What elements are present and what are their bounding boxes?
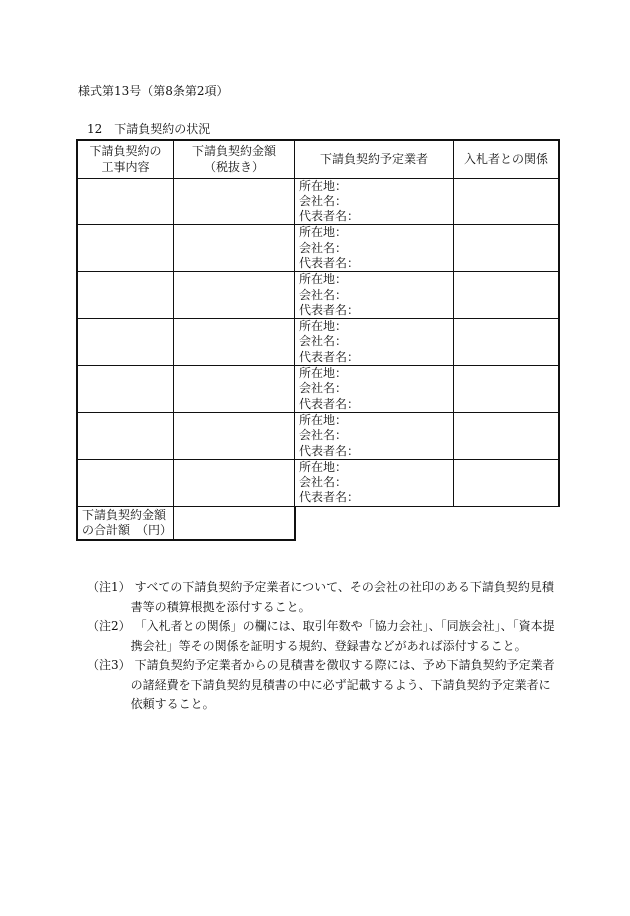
address-label: 所在地： <box>299 272 348 287</box>
company-label: 会社名： <box>299 240 348 255</box>
table-row <box>77 366 559 413</box>
total-label-line1: 下請負契約金額 <box>82 507 167 522</box>
contract-amount-input[interactable] <box>174 272 295 319</box>
contract-amount-input[interactable] <box>174 225 295 272</box>
representative-label: 代表者名： <box>299 255 360 270</box>
header-work-content <box>77 140 174 178</box>
company-label: 会社名： <box>299 193 348 208</box>
note-2 <box>87 617 557 656</box>
header-amount-line2: （税抜き） <box>203 160 264 175</box>
contractor-cell[interactable] <box>295 366 454 413</box>
table-row <box>77 178 559 225</box>
contractor-cell[interactable] <box>295 412 454 459</box>
header-relationship: 入札者との関係 <box>454 140 560 178</box>
contract-amount-input[interactable] <box>174 366 295 413</box>
representative-label: 代表者名： <box>299 302 360 317</box>
notes-section <box>87 578 557 715</box>
representative-label: 代表者名： <box>299 396 360 411</box>
note-text: すべての下請負契約予定業者について、その会社の社印のある下請負契約見積書等の積算根拠を添付すること。 <box>130 580 554 614</box>
address-label: 所在地： <box>299 225 348 240</box>
table-row <box>77 272 559 319</box>
section-title: 12 下請負契約の状況 <box>87 122 211 136</box>
header-amount <box>174 140 295 178</box>
note-number: （注1） <box>87 580 131 594</box>
representative-label: 代表者名： <box>299 209 360 224</box>
note-number: （注3） <box>87 658 131 672</box>
relationship-input[interactable] <box>454 272 560 319</box>
table-header-row <box>77 140 559 178</box>
note-text: 「入札者との関係」の欄には、取引年数や「協力会社」、「同族会社」、「資本提携会社」等その関係を証明する規約、登録書などがあれば添付すること。 <box>130 619 555 653</box>
table-row <box>77 459 559 506</box>
contract-amount-input[interactable] <box>174 459 295 506</box>
relationship-input[interactable] <box>454 319 560 366</box>
contractor-cell[interactable] <box>295 178 454 225</box>
total-amount-input[interactable] <box>174 506 295 540</box>
form-number-title: 様式第13号（第8条第2項） <box>78 84 229 98</box>
total-label-line2: の合計額 （円） <box>82 522 173 537</box>
note-1 <box>87 578 557 617</box>
relationship-input[interactable] <box>454 412 560 459</box>
representative-label: 代表者名： <box>299 490 360 505</box>
work-content-input[interactable] <box>77 272 174 319</box>
address-label: 所在地： <box>299 412 348 427</box>
address-label: 所在地： <box>299 459 348 474</box>
address-label: 所在地： <box>299 319 348 334</box>
contract-amount-input[interactable] <box>174 412 295 459</box>
table-row <box>77 319 559 366</box>
address-label: 所在地： <box>299 178 348 193</box>
note-number: （注2） <box>87 619 131 633</box>
work-content-input[interactable] <box>77 459 174 506</box>
relationship-input[interactable] <box>454 178 560 225</box>
work-content-input[interactable] <box>77 412 174 459</box>
contractor-cell[interactable] <box>295 459 454 506</box>
company-label: 会社名： <box>299 381 348 396</box>
contract-amount-input[interactable] <box>174 178 295 225</box>
relationship-input[interactable] <box>454 225 560 272</box>
table-row <box>77 225 559 272</box>
work-content-input[interactable] <box>77 225 174 272</box>
company-label: 会社名： <box>299 334 348 349</box>
note-text: 下請負契約予定業者からの見積書を徴収する際には、予め下請負契約予定業者の諸経費を下請負契約見積書の中に必ず記載するよう、下請負契約予定業者に依頼すること。 <box>130 658 555 711</box>
header-work-content-line2: 工事内容 <box>101 160 150 175</box>
representative-label: 代表者名： <box>299 443 360 458</box>
total-label-cell <box>77 506 174 540</box>
total-row <box>77 506 559 540</box>
contractor-cell[interactable] <box>295 272 454 319</box>
table-body <box>77 178 559 506</box>
company-label: 会社名： <box>299 475 348 490</box>
note-3 <box>87 656 557 715</box>
work-content-input[interactable] <box>77 178 174 225</box>
header-contractor: 下請負契約予定業者 <box>295 140 454 178</box>
header-work-content-line1: 下請負契約の <box>89 144 162 159</box>
relationship-input[interactable] <box>454 366 560 413</box>
contractor-cell[interactable] <box>295 319 454 366</box>
blank-cell <box>295 506 454 540</box>
contractor-cell[interactable] <box>295 225 454 272</box>
blank-cell <box>454 506 560 540</box>
work-content-input[interactable] <box>77 366 174 413</box>
contract-amount-input[interactable] <box>174 319 295 366</box>
representative-label: 代表者名： <box>299 349 360 364</box>
company-label: 会社名： <box>299 287 348 302</box>
subcontract-table <box>76 139 560 541</box>
work-content-input[interactable] <box>77 319 174 366</box>
header-amount-line1: 下請負契約金額 <box>191 144 276 159</box>
company-label: 会社名： <box>299 428 348 443</box>
table-row <box>77 412 559 459</box>
relationship-input[interactable] <box>454 459 560 506</box>
address-label: 所在地： <box>299 366 348 381</box>
